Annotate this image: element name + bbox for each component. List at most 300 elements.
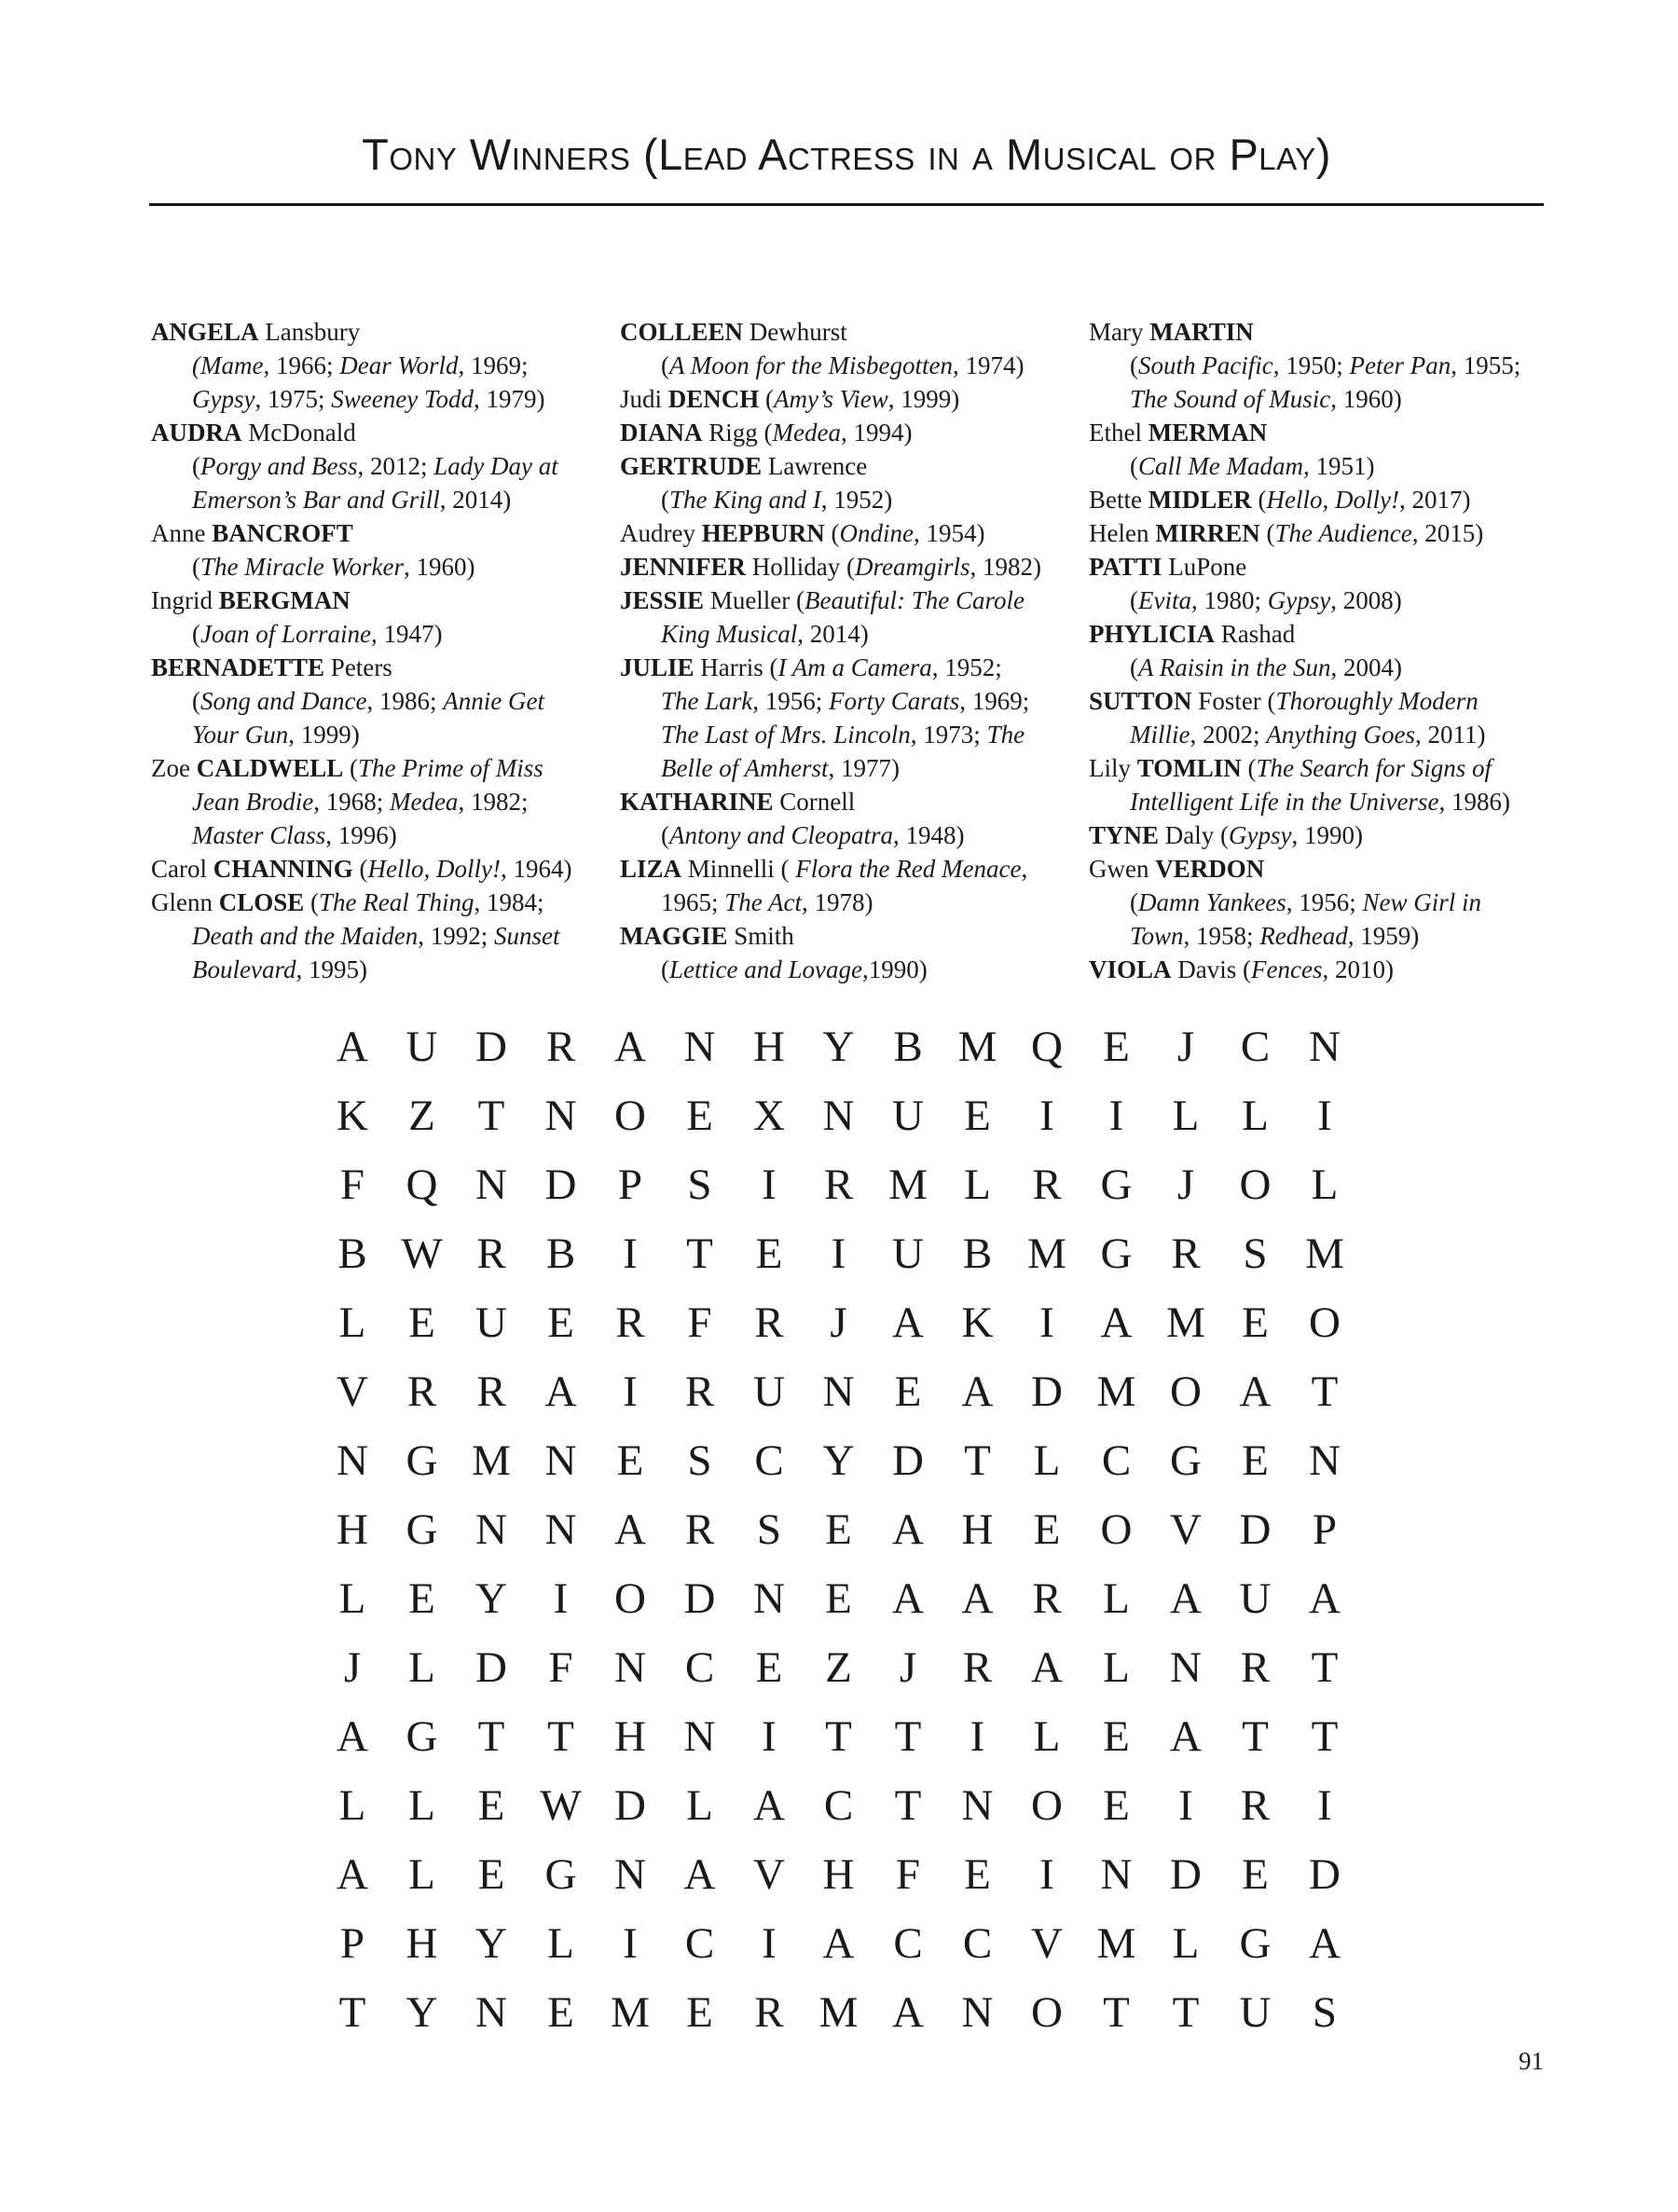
grid-letter[interactable]: P	[1312, 1505, 1338, 1554]
grid-letter[interactable]: I	[1039, 1850, 1054, 1899]
grid-letter[interactable]: T	[338, 1988, 366, 2037]
grid-letter[interactable]: A	[1239, 1367, 1272, 1416]
grid-letter[interactable]: I	[1317, 1781, 1332, 1830]
actress-name-line	[151, 651, 617, 684]
grid-letter[interactable]: U	[1239, 1988, 1272, 2037]
grid-letter[interactable]: O	[614, 1092, 646, 1140]
show-title: The Search for Signs of	[1256, 754, 1492, 782]
grid-letter[interactable]: O	[1031, 1781, 1063, 1830]
grid-letter[interactable]: Q	[406, 1161, 438, 1209]
grid-letter[interactable]: L	[338, 1781, 366, 1830]
grid-letter[interactable]: C	[893, 1919, 923, 1968]
grid-letter[interactable]: D	[683, 1574, 716, 1623]
grid-letter[interactable]: R	[754, 1298, 784, 1347]
grid-letter[interactable]: J	[1176, 1023, 1195, 1071]
grid-letter[interactable]: C	[684, 1919, 715, 1968]
grid-letter[interactable]: L	[408, 1781, 435, 1830]
grid-letter[interactable]: S	[687, 1436, 712, 1485]
actress-name-line	[620, 651, 1095, 684]
grid-letter[interactable]: E	[1033, 1505, 1061, 1554]
grid-letter[interactable]: L	[338, 1298, 366, 1347]
entry-text: (	[192, 620, 200, 648]
grid-letter[interactable]: E	[477, 1781, 505, 1830]
grid-letter[interactable]: L	[1311, 1161, 1339, 1209]
grid-letter[interactable]: H	[614, 1712, 646, 1761]
grid-letter[interactable]: I	[553, 1574, 569, 1623]
grid-letter[interactable]: O	[1239, 1161, 1272, 1209]
grid-letter[interactable]: O	[1031, 1988, 1063, 2037]
grid-letter[interactable]: R	[684, 1367, 715, 1416]
grid-letter[interactable]: J	[343, 1643, 362, 1692]
grid-letter[interactable]: F	[339, 1161, 365, 1209]
actress-credits	[620, 886, 1095, 919]
grid-letter[interactable]: M	[957, 1023, 997, 1071]
grid-letter[interactable]: M	[611, 1988, 650, 2037]
entry-text: , 2011)	[1414, 721, 1486, 749]
grid-letter[interactable]: E	[1103, 1781, 1130, 1830]
grid-letter[interactable]: E	[1242, 1298, 1269, 1347]
show-title: Forty Carats	[829, 687, 960, 715]
entry-text: , 2012;	[357, 452, 434, 480]
grid-letter[interactable]: A	[544, 1367, 577, 1416]
grid-letter[interactable]: O	[1309, 1298, 1341, 1347]
grid-letter[interactable]: A	[337, 1023, 368, 1071]
show-title: New Girl in Town	[1130, 888, 1482, 950]
grid-letter[interactable]: N	[544, 1436, 577, 1485]
entry-text: , 2004)	[1330, 653, 1402, 681]
actress-credits	[1089, 785, 1555, 818]
grid-letter[interactable]: O	[1100, 1505, 1133, 1554]
grid-letter[interactable]: N	[1309, 1436, 1341, 1485]
grid-letter[interactable]: W	[540, 1781, 582, 1830]
grid-letter[interactable]: R	[823, 1161, 854, 1209]
grid-letter[interactable]: Q	[1031, 1023, 1063, 1071]
grid-letter[interactable]: G	[406, 1436, 438, 1485]
grid-letter[interactable]: T	[1311, 1712, 1339, 1761]
grid-letter[interactable]: C	[823, 1781, 854, 1830]
grid-letter[interactable]: M	[472, 1436, 511, 1485]
actress-surname: VERDON	[1155, 855, 1265, 883]
grid-letter[interactable]: E	[1242, 1850, 1269, 1899]
grid-letter[interactable]: J	[1176, 1161, 1195, 1209]
grid-letter[interactable]: H	[822, 1850, 855, 1899]
entry-text: , 1999)	[887, 385, 960, 413]
grid-letter[interactable]: A	[337, 1850, 368, 1899]
grid-letter[interactable]: N	[614, 1643, 646, 1692]
grid-letter[interactable]: G	[1100, 1161, 1133, 1209]
grid-letter[interactable]: I	[762, 1161, 777, 1209]
grid-letter[interactable]: I	[831, 1230, 846, 1278]
grid-letter[interactable]: A	[892, 1298, 924, 1347]
grid-letter[interactable]: T	[1103, 1988, 1130, 2037]
entry-text: , 1969;	[458, 351, 529, 379]
show-title: The Prime of Miss	[358, 754, 543, 782]
actress-name-line	[151, 886, 617, 919]
grid-letter[interactable]: H	[753, 1023, 785, 1071]
grid-letter[interactable]: G	[406, 1712, 438, 1761]
grid-letter[interactable]: G	[406, 1505, 438, 1554]
actress-name-line	[1089, 516, 1555, 550]
actress-entry	[620, 584, 1095, 651]
grid-letter[interactable]: C	[1240, 1023, 1271, 1071]
grid-letter[interactable]: U	[1239, 1574, 1272, 1623]
grid-letter[interactable]: T	[894, 1781, 922, 1830]
title-underline	[149, 203, 1544, 206]
grid-letter[interactable]: A	[1031, 1643, 1063, 1692]
grid-letter[interactable]: L	[964, 1161, 991, 1209]
grid-letter[interactable]: N	[753, 1574, 785, 1623]
grid-letter[interactable]: I	[623, 1230, 638, 1278]
actress-entry	[1089, 617, 1555, 684]
entry-text: , 1947)	[371, 620, 443, 648]
grid-letter[interactable]: N	[614, 1850, 646, 1899]
grid-letter[interactable]: N	[337, 1436, 368, 1485]
grid-letter[interactable]: N	[544, 1505, 577, 1554]
grid-letter[interactable]: S	[1312, 1988, 1338, 2037]
entry-text: , 1968;	[313, 788, 390, 816]
page-title: Tony Winners (Lead Actress in a Musical or Play)	[362, 130, 1331, 179]
grid-letter[interactable]: A	[892, 1988, 924, 2037]
grid-letter[interactable]: G	[1170, 1436, 1202, 1485]
grid-letter[interactable]: A	[614, 1023, 646, 1071]
entry-text: , 1995)	[296, 955, 367, 983]
actress-entry	[1089, 684, 1555, 751]
grid-letter[interactable]: U	[753, 1367, 785, 1416]
show-title: Medea	[772, 419, 841, 447]
show-title: Antony and Cleopatra	[669, 821, 893, 849]
show-title: Jean Brodie	[192, 788, 314, 816]
grid-letter[interactable]: K	[337, 1092, 368, 1140]
grid-letter[interactable]: D	[892, 1436, 924, 1485]
grid-letter[interactable]: E	[825, 1505, 852, 1554]
grid-letter[interactable]: N	[683, 1712, 716, 1761]
grid-letter[interactable]: Z	[408, 1092, 435, 1140]
actress-entry	[1089, 550, 1555, 617]
actress-name-line	[151, 584, 617, 617]
grid-letter[interactable]: A	[822, 1919, 855, 1968]
grid-letter[interactable]: D	[475, 1643, 507, 1692]
grid-letter[interactable]: D	[1239, 1505, 1272, 1554]
grid-letter[interactable]: V	[1031, 1919, 1063, 1968]
entry-text: , 1979)	[473, 385, 545, 413]
actress-name-line	[620, 550, 1095, 584]
grid-letter[interactable]: L	[408, 1643, 435, 1692]
grid-letter[interactable]: G	[1239, 1919, 1272, 1968]
grid-letter[interactable]: E	[964, 1850, 991, 1899]
grid-letter[interactable]: Z	[825, 1643, 852, 1692]
grid-letter[interactable]: L	[1033, 1712, 1061, 1761]
entry-text: , 1959)	[1347, 922, 1420, 950]
actress-name-line	[1089, 684, 1555, 718]
actress-surname: BERNADETTE	[151, 653, 325, 681]
grid-letter[interactable]: F	[548, 1643, 573, 1692]
grid-letter[interactable]: E	[894, 1367, 922, 1416]
grid-letter[interactable]: N	[544, 1092, 577, 1140]
grid-letter[interactable]: R	[1032, 1574, 1062, 1623]
grid-letter[interactable]: I	[1039, 1298, 1054, 1347]
grid-letter[interactable]: C	[754, 1436, 784, 1485]
grid-letter[interactable]: A	[1100, 1298, 1133, 1347]
grid-letter[interactable]: R	[406, 1367, 437, 1416]
show-title: Lady Day at Emerson’s Bar and Grill	[192, 452, 558, 514]
grid-letter[interactable]: E	[477, 1850, 505, 1899]
grid-letter[interactable]: T	[686, 1230, 713, 1278]
grid-letter[interactable]: A	[337, 1712, 368, 1761]
grid-letter[interactable]: T	[894, 1712, 922, 1761]
grid-letter[interactable]: E	[408, 1574, 435, 1623]
grid-letter[interactable]: V	[1170, 1505, 1202, 1554]
actress-name-line	[151, 315, 617, 349]
grid-letter[interactable]: X	[753, 1092, 785, 1140]
actress-entry	[620, 516, 1095, 550]
grid-letter[interactable]: L	[338, 1574, 366, 1623]
grid-letter[interactable]: A	[683, 1850, 716, 1899]
show-title: Gypsy	[1267, 586, 1331, 614]
actress-surname: COLLEEN	[620, 318, 744, 346]
grid-letter[interactable]: T	[1311, 1643, 1339, 1692]
grid-letter[interactable]: N	[1309, 1023, 1341, 1071]
grid-letter[interactable]: Y	[406, 1988, 438, 2037]
entry-text: Davis (	[1171, 955, 1251, 983]
grid-letter[interactable]: T	[1242, 1712, 1269, 1761]
grid-letter[interactable]: W	[401, 1230, 443, 1278]
grid-letter[interactable]: C	[962, 1919, 993, 1968]
grid-letter[interactable]: N	[822, 1092, 855, 1140]
grid-letter[interactable]: I	[1178, 1781, 1193, 1830]
actress-name-line	[151, 516, 617, 550]
grid-letter[interactable]: P	[339, 1919, 365, 1968]
grid-letter[interactable]: S	[756, 1505, 782, 1554]
grid-letter[interactable]: K	[961, 1298, 994, 1347]
grid-letter[interactable]: U	[892, 1092, 924, 1140]
grid-letter[interactable]: R	[1171, 1230, 1201, 1278]
grid-letter[interactable]: J	[899, 1643, 917, 1692]
grid-letter[interactable]: N	[683, 1023, 716, 1071]
grid-letter[interactable]: B	[337, 1230, 367, 1278]
grid-letter[interactable]: D	[1170, 1850, 1202, 1899]
grid-letter[interactable]: R	[1032, 1161, 1062, 1209]
grid-letter[interactable]: E	[408, 1298, 435, 1347]
grid-letter[interactable]: U	[406, 1023, 438, 1071]
grid-letter[interactable]: A	[892, 1574, 924, 1623]
grid-letter[interactable]: N	[475, 1161, 507, 1209]
grid-letter[interactable]: I	[1039, 1092, 1054, 1140]
grid-letter[interactable]: H	[337, 1505, 368, 1554]
grid-letter[interactable]: I	[1108, 1092, 1124, 1140]
grid-letter[interactable]: R	[754, 1988, 784, 2037]
grid-letter[interactable]: B	[962, 1230, 993, 1278]
grid-letter[interactable]: E	[1103, 1023, 1130, 1071]
grid-letter[interactable]: U	[892, 1230, 924, 1278]
entry-text: Minnelli (	[681, 855, 796, 883]
show-title: Fences	[1251, 955, 1323, 983]
grid-letter[interactable]: T	[825, 1712, 852, 1761]
grid-letter[interactable]: U	[475, 1298, 507, 1347]
entry-text: , 1982)	[970, 553, 1042, 581]
page-number: 91	[1519, 2047, 1544, 2075]
grid-letter[interactable]: N	[822, 1367, 855, 1416]
grid-letter[interactable]: N	[1170, 1643, 1202, 1692]
grid-letter[interactable]: O	[1170, 1367, 1202, 1416]
grid-letter[interactable]: P	[617, 1161, 643, 1209]
grid-letter[interactable]: T	[477, 1712, 505, 1761]
grid-letter[interactable]: R	[615, 1298, 645, 1347]
show-title: Damn Yankees	[1138, 888, 1286, 916]
grid-letter[interactable]: L	[1242, 1092, 1269, 1140]
grid-letter[interactable]: I	[623, 1367, 638, 1416]
grid-letter[interactable]: F	[687, 1298, 712, 1347]
grid-letter[interactable]: E	[616, 1436, 644, 1485]
grid-letter[interactable]: D	[614, 1781, 646, 1830]
grid-letter[interactable]: I	[762, 1712, 777, 1761]
grid-letter[interactable]: N	[961, 1988, 994, 2037]
grid-letter[interactable]: L	[1103, 1574, 1130, 1623]
grid-letter[interactable]: Y	[822, 1023, 855, 1071]
grid-letter[interactable]: H	[406, 1919, 438, 1968]
grid-letter[interactable]: E	[755, 1643, 783, 1692]
actress-name-line	[151, 416, 617, 449]
grid-letter[interactable]: R	[476, 1230, 506, 1278]
grid-letter[interactable]: T	[1172, 1988, 1200, 2037]
grid-letter[interactable]: L	[686, 1781, 713, 1830]
grid-letter[interactable]: A	[1309, 1574, 1341, 1623]
grid-letter[interactable]: C	[684, 1643, 715, 1692]
grid-letter[interactable]: M	[1096, 1367, 1136, 1416]
grid-letter[interactable]: Y	[475, 1919, 507, 1968]
grid-letter[interactable]: L	[408, 1850, 435, 1899]
grid-letter[interactable]: M	[888, 1161, 928, 1209]
grid-letter[interactable]: L	[1033, 1436, 1061, 1485]
grid-letter[interactable]: A	[614, 1505, 646, 1554]
grid-letter[interactable]: V	[753, 1850, 785, 1899]
grid-letter[interactable]: A	[1170, 1712, 1202, 1761]
grid-letter[interactable]: T	[477, 1092, 505, 1140]
grid-letter[interactable]: D	[1309, 1850, 1341, 1899]
actress-surname: CLOSE	[218, 888, 305, 916]
show-title: Hello, Dolly!	[1266, 486, 1399, 514]
grid-letter[interactable]: L	[1103, 1643, 1130, 1692]
actress-credits	[1089, 449, 1555, 483]
entry-text: , 2015)	[1411, 519, 1484, 547]
grid-letter[interactable]: T	[547, 1712, 574, 1761]
grid-letter[interactable]: R	[1240, 1781, 1271, 1830]
show-title: South Pacific	[1138, 351, 1273, 379]
grid-letter[interactable]: M	[1305, 1230, 1344, 1278]
grid-letter[interactable]: E	[547, 1988, 574, 2037]
grid-letter[interactable]: L	[1172, 1919, 1200, 1968]
entry-text: McDonald	[241, 419, 356, 447]
grid-letter[interactable]: S	[687, 1161, 712, 1209]
grid-letter[interactable]: E	[1242, 1436, 1269, 1485]
grid-letter[interactable]: D	[544, 1161, 577, 1209]
grid-letter[interactable]: A	[753, 1781, 785, 1830]
grid-letter[interactable]: M	[1027, 1230, 1066, 1278]
grid-letter[interactable]: E	[825, 1574, 852, 1623]
show-title: Flora the Red Menace	[795, 855, 1022, 883]
grid-letter[interactable]: A	[961, 1367, 994, 1416]
actress-surname: PATTI	[1089, 553, 1162, 581]
show-title: King Musical	[661, 620, 798, 648]
grid-letter[interactable]: O	[614, 1574, 646, 1623]
grid-letter[interactable]: S	[1243, 1230, 1268, 1278]
actress-entry	[151, 416, 617, 516]
entry-text: Smith	[727, 922, 794, 950]
entry-text: (	[1241, 754, 1257, 782]
actress-name-line	[1089, 953, 1555, 986]
grid-letter[interactable]: A	[1309, 1919, 1341, 1968]
grid-letter[interactable]: B	[893, 1023, 923, 1071]
grid-letter[interactable]: T	[964, 1436, 991, 1485]
grid-letter[interactable]: I	[1317, 1092, 1332, 1140]
grid-letter[interactable]: M	[818, 1988, 859, 2037]
grid-letter[interactable]: N	[1100, 1850, 1133, 1899]
grid-letter[interactable]: D	[475, 1023, 507, 1071]
grid-letter[interactable]: J	[830, 1298, 847, 1347]
grid-letter[interactable]: I	[762, 1919, 777, 1968]
grid-letter[interactable]: H	[961, 1505, 994, 1554]
grid-letter[interactable]: N	[961, 1781, 994, 1830]
entry-text: (	[661, 821, 669, 849]
grid-letter[interactable]: R	[545, 1023, 576, 1071]
grid-letter[interactable]: F	[895, 1850, 921, 1899]
grid-letter[interactable]: Y	[822, 1436, 855, 1485]
grid-letter[interactable]: A	[892, 1505, 924, 1554]
entry-text: (	[759, 385, 775, 413]
grid-letter[interactable]: Y	[475, 1574, 507, 1623]
grid-letter[interactable]: R	[1240, 1643, 1271, 1692]
grid-letter[interactable]: E	[547, 1298, 574, 1347]
entry-text: , 1956;	[1286, 888, 1363, 916]
grid-letter[interactable]: A	[961, 1574, 994, 1623]
entry-text: Carol	[151, 855, 213, 883]
grid-letter[interactable]: N	[475, 1988, 507, 2037]
actress-surname: MIRREN	[1155, 519, 1260, 547]
grid-letter[interactable]: R	[684, 1505, 715, 1554]
grid-letter[interactable]: I	[623, 1919, 638, 1968]
grid-letter[interactable]: L	[1172, 1092, 1200, 1140]
grid-letter[interactable]: M	[1096, 1919, 1136, 1968]
actress-credits	[151, 349, 617, 416]
actress-surname: PHYLICIA	[1089, 620, 1216, 648]
actress-entry	[151, 584, 617, 651]
grid-letter[interactable]: R	[962, 1643, 993, 1692]
grid-letter[interactable]: D	[1031, 1367, 1063, 1416]
actress-entry	[151, 852, 617, 886]
grid-letter[interactable]: E	[755, 1230, 783, 1278]
grid-letter[interactable]: T	[1311, 1367, 1339, 1416]
grid-letter[interactable]: L	[547, 1919, 574, 1968]
grid-letter[interactable]: E	[964, 1092, 991, 1140]
grid-letter[interactable]: E	[686, 1092, 713, 1140]
grid-letter[interactable]: N	[475, 1505, 507, 1554]
grid-letter[interactable]: E	[1103, 1712, 1130, 1761]
grid-letter[interactable]: E	[686, 1988, 713, 2037]
actress-entry	[1089, 315, 1555, 416]
grid-letter[interactable]: V	[337, 1367, 368, 1416]
show-title: I Am a Camera	[777, 653, 932, 681]
entry-text: ,1990)	[861, 955, 928, 983]
actress-surname: TYNE	[1089, 821, 1160, 849]
grid-letter[interactable]: B	[545, 1230, 576, 1278]
grid-letter[interactable]: R	[476, 1367, 506, 1416]
grid-letter[interactable]: A	[1170, 1574, 1202, 1623]
grid-letter[interactable]: G	[544, 1850, 577, 1899]
entry-text: , 2008)	[1330, 586, 1402, 614]
grid-letter[interactable]: C	[1101, 1436, 1132, 1485]
grid-letter[interactable]: M	[1166, 1298, 1205, 1347]
grid-letter[interactable]: I	[970, 1712, 985, 1761]
grid-letter[interactable]: G	[1100, 1230, 1133, 1278]
